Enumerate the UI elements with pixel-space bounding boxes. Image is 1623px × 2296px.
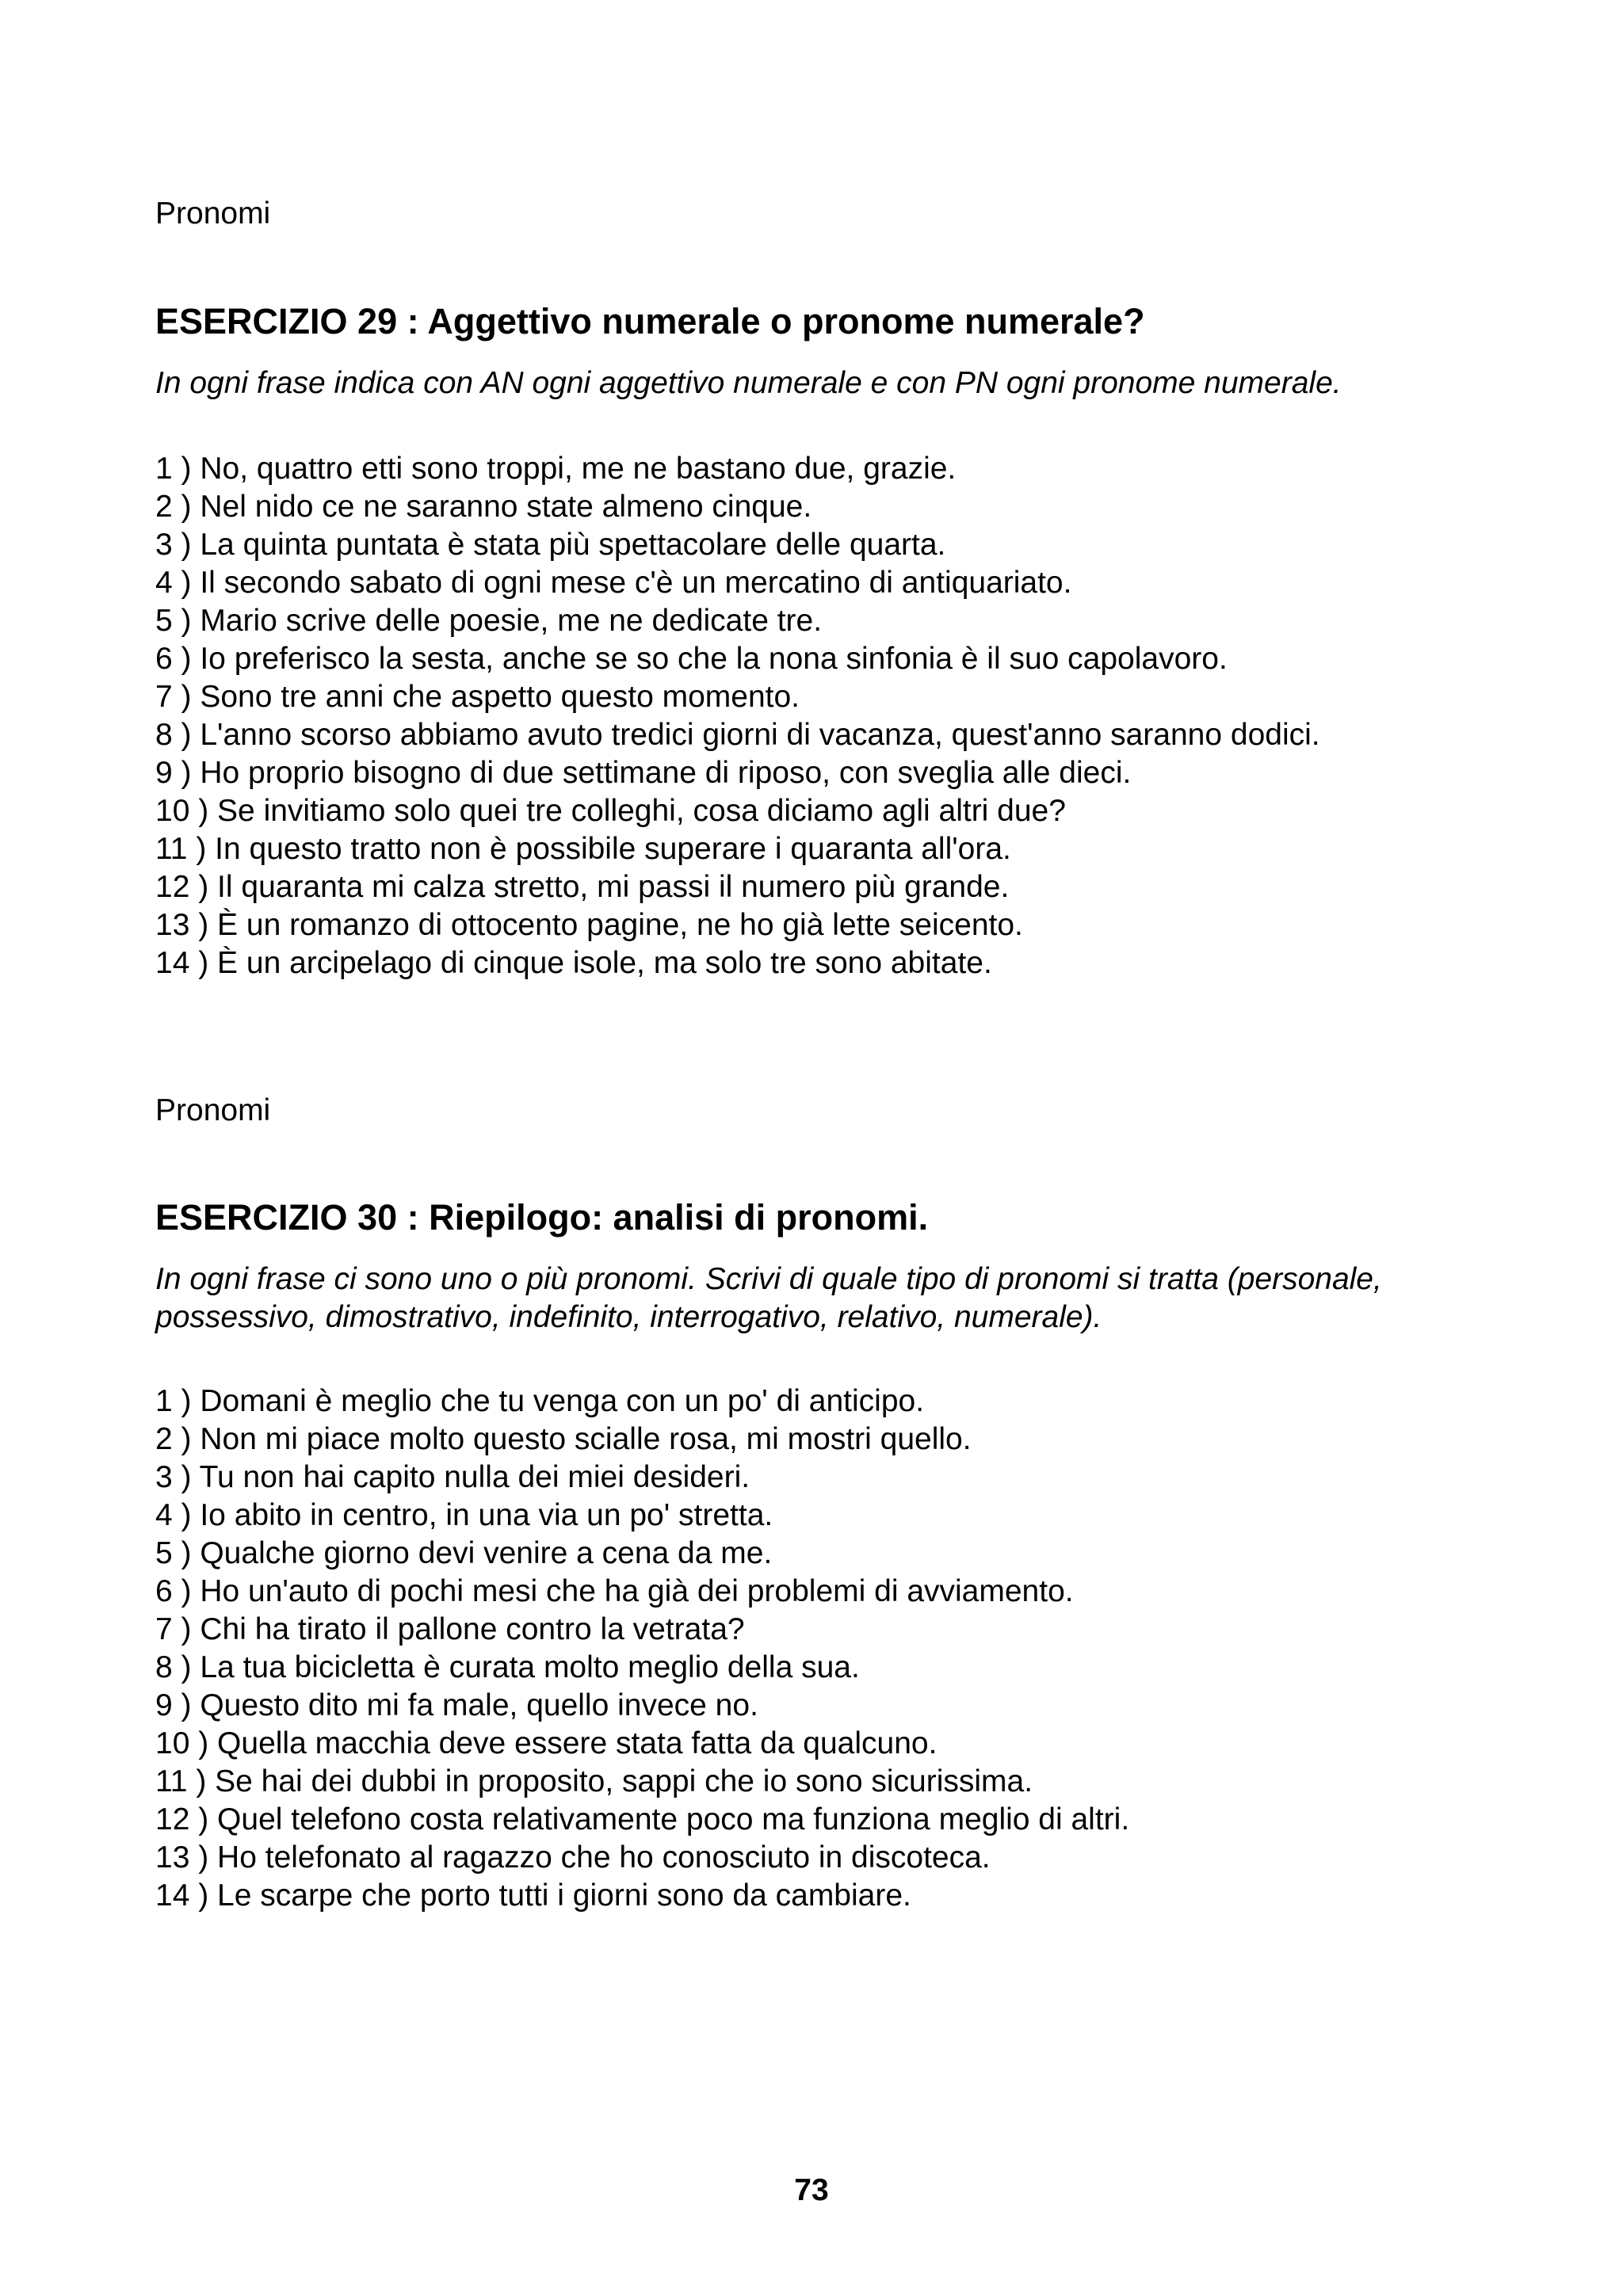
sentence-item: 12 ) Quel telefono costa relativamente poco ma funziona meglio di altri.	[155, 1802, 1130, 1836]
sentence-item: 4 ) Il secondo sabato di ogni mese c'è un mercatino di antiquariato.	[155, 566, 1072, 600]
sentence-item: 9 ) Questo dito mi fa male, quello invece no.	[155, 1688, 758, 1722]
exercise-29-title: ESERCIZIO 29 : Aggettivo numerale o pronome numerale?	[155, 301, 1145, 341]
sentence-item: 3 ) La quinta puntata è stata più spettacolare delle quarta.	[155, 528, 946, 562]
sentence-item: 2 ) Nel nido ce ne saranno state almeno cinque.	[155, 490, 812, 524]
sentence-item: 7 ) Chi ha tirato il pallone contro la vetrata?	[155, 1612, 745, 1646]
section-label: Pronomi	[155, 1093, 271, 1127]
exercise-30-instructions: In ogni frase ci sono uno o più pronomi. Scrivi di quale tipo di pronomi si tratta (personale, possessivo, dimostrativo, indefinito, interrogativo, relativo, numerale).	[155, 1262, 1382, 1334]
exercise-29-sentence-list	[155, 450, 1503, 982]
sentence-item: 12 ) Il quaranta mi calza stretto, mi passi il numero più grande.	[155, 870, 1010, 904]
sentence-item: 1 ) No, quattro etti sono troppi, me ne bastano due, grazie.	[155, 452, 957, 486]
section-label: Pronomi	[155, 196, 271, 231]
sentence-item: 6 ) Io preferisco la sesta, anche se so che la nona sinfonia è il suo capolavoro.	[155, 642, 1228, 676]
exercise-29-instructions: In ogni frase indica con AN ogni aggettivo numerale e con PN ogni pronome numerale.	[155, 366, 1342, 400]
exercise-30-title: ESERCIZIO 30 : Riepilogo: analisi di pronomi.	[155, 1197, 929, 1238]
sentence-item: 7 ) Sono tre anni che aspetto questo momento.	[155, 680, 800, 714]
page-number: 73	[794, 2173, 829, 2207]
sentence-item: 5 ) Qualche giorno devi venire a cena da me.	[155, 1536, 773, 1570]
sentence-item: 11 ) In questo tratto non è possibile superare i quaranta all'ora.	[155, 832, 1011, 866]
sentence-item: 6 ) Ho un'auto di pochi mesi che ha già dei problemi di avviamento.	[155, 1574, 1074, 1608]
sentence-item: 5 ) Mario scrive delle poesie, me ne dedicate tre.	[155, 604, 823, 638]
exercise-30-sentence-list	[155, 1383, 1503, 1915]
sentence-item: 8 ) L'anno scorso abbiamo avuto tredici giorni di vacanza, quest'anno saranno dodici.	[155, 718, 1320, 752]
sentence-item: 13 ) Ho telefonato al ragazzo che ho conosciuto in discoteca.	[155, 1840, 991, 1875]
sentence-item: 13 ) È un romanzo di ottocento pagine, ne ho già lette seicento.	[155, 908, 1023, 942]
sentence-item: 3 ) Tu non hai capito nulla dei miei desideri.	[155, 1460, 750, 1494]
sentence-item: 10 ) Quella macchia deve essere stata fatta da qualcuno.	[155, 1726, 938, 1760]
sentence-item: 9 ) Ho proprio bisogno di due settimane di riposo, con sveglia alle dieci.	[155, 756, 1132, 790]
sentence-item: 8 ) La tua bicicletta è curata molto meglio della sua.	[155, 1650, 860, 1684]
sentence-item: 14 ) È un arcipelago di cinque isole, ma solo tre sono abitate.	[155, 946, 992, 980]
sentence-item: 2 ) Non mi piace molto questo scialle rosa, mi mostri quello.	[155, 1422, 972, 1456]
sentence-item: 11 ) Se hai dei dubbi in proposito, sappi che io sono sicurissima.	[155, 1764, 1033, 1798]
sentence-item: 14 ) Le scarpe che porto tutti i giorni sono da cambiare.	[155, 1878, 911, 1913]
sentence-item: 10 ) Se invitiamo solo quei tre colleghi, cosa diciamo agli altri due?	[155, 794, 1066, 828]
sentence-item: 4 ) Io abito in centro, in una via un po' stretta.	[155, 1498, 773, 1532]
sentence-item: 1 ) Domani è meglio che tu venga con un po' di anticipo.	[155, 1384, 925, 1418]
